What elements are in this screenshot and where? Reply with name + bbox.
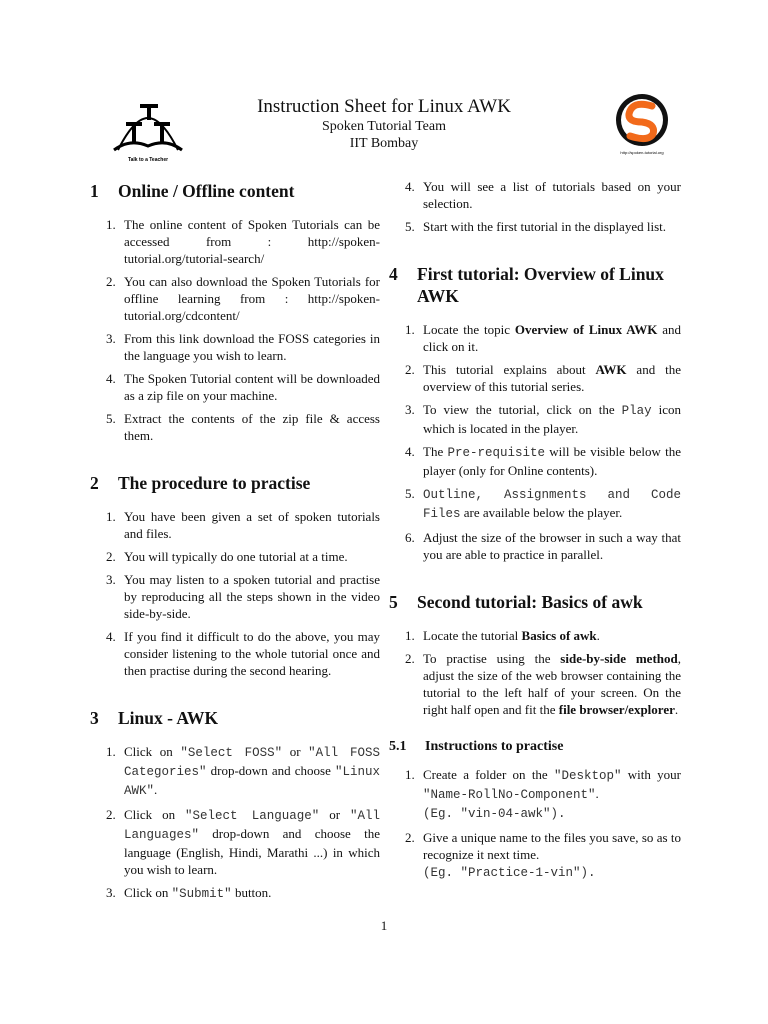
subsection-heading: [389, 738, 681, 756]
list-item-text: You have been given a set of spoken tutorials and files.: [124, 509, 380, 541]
bold-text: Basics of awk: [521, 628, 597, 643]
list-item: 3. To view the tutorial, click on the Play icon which is located in the player.: [405, 402, 681, 436]
list-item-text: Adjust the size of the browser in such a way that you are able to practice in parallel.: [423, 530, 681, 562]
list-item: 5. Outline, Assignments and Code Files are available below the player.: [405, 486, 681, 521]
text-run: .: [154, 782, 158, 797]
section-number: 4: [389, 264, 398, 284]
list-item-text: If you find it difficult to do the above, you may consider listening to the whole tutorial once and then practise during the second hearing.: [124, 629, 380, 678]
code-text: "Submit": [171, 887, 232, 901]
list-item: 2. This tutorial explains about AWK and the overview of this tutorial series.: [405, 362, 681, 394]
code-text: "All FOSS Categories": [124, 746, 380, 779]
document-header: [0, 96, 768, 152]
code-text: "Select FOSS": [180, 746, 283, 760]
list: [90, 216, 380, 444]
text-run: Locate the topic: [423, 322, 515, 337]
section-number: 1: [90, 181, 99, 201]
list-item: 1. Locate the tutorial Basics of awk.: [405, 628, 600, 643]
text-run: .: [596, 628, 600, 643]
list-item-text: From this link download the FOSS categories in the language you wish to learn.: [124, 331, 380, 363]
list-item: 4. The Spoken Tutorial content will be downloaded as a zip file on your machine.: [106, 371, 380, 403]
list-item: 6. Adjust the size of the browser in such a way that you are able to practice in parallel.: [405, 530, 681, 562]
list-item: 3. From this link download the FOSS categories in the language you wish to learn.: [106, 331, 380, 363]
left-column: [90, 180, 380, 931]
list-item: 1. Locate the topic Overview of Linux AWK and click on it.: [405, 322, 681, 354]
list-item: 2. You can also download the Spoken Tutorials for offline learning from : http://spoken-tutorial.org/cdcontent/: [106, 274, 380, 323]
text-run: .: [674, 702, 679, 717]
bold-text: side-by-side method: [560, 651, 678, 666]
text-run: or: [282, 744, 309, 759]
list-item: 4. The Pre-requisite will be visible below the player (only for Online contents).: [405, 444, 681, 478]
code-text: "Desktop": [553, 769, 622, 783]
code-text: Outline, Assignments and Code Files: [423, 488, 681, 521]
list-item: 5. Start with the first tutorial in the displayed list.: [405, 219, 666, 234]
section-number: 3: [90, 708, 99, 728]
text-run: Create a folder on the: [423, 767, 554, 782]
list: [90, 508, 380, 679]
text-run: Click on: [124, 744, 181, 759]
code-text: "Select Language": [185, 809, 320, 823]
list: [389, 766, 681, 882]
section-heading: [90, 472, 380, 494]
text-run: Give a unique name to the files you save, so as to recognize it next time.: [423, 830, 681, 862]
section-heading: [90, 707, 380, 729]
section-number: 2: [90, 473, 99, 493]
bold-text: file browser/explorer: [558, 702, 675, 717]
text-run: .: [595, 786, 599, 801]
section-title: The procedure to practise: [118, 473, 311, 493]
text-run: To view the tutorial, click on the: [423, 402, 622, 417]
list-item-text: You may listen to a spoken tutorial and practise by reproducing all the steps shown in the video side-by-side.: [124, 572, 380, 621]
right-column: [389, 180, 681, 910]
right-logo-caption: http://spoken-tutorial.org: [620, 150, 664, 155]
code-text: Play: [621, 404, 652, 418]
list: [389, 627, 681, 718]
left-logo-caption: Talk to a Teacher: [127, 157, 169, 163]
list-item: 4. You will see a list of tutorials based on your selection.: [405, 179, 681, 211]
list-item: 2. Click on "Select Language" or "All Languages" drop-down and choose the language (English, Hindi, Marathi ...) in which you wish to learn.: [106, 807, 380, 877]
text-run: To practise using the: [423, 651, 561, 666]
subsection-number: 5.1: [389, 739, 407, 754]
text-run: button.: [231, 885, 272, 900]
list-item: 1. Click on "Select FOSS" or "All FOSS Categories" drop-down and choose "Linux AWK".: [106, 744, 380, 798]
list-item-text: Start with the first tutorial in the displayed list.: [423, 219, 666, 234]
list-item: 3. You may listen to a spoken tutorial and practise by reproducing all the steps shown in the video side-by-side.: [106, 572, 380, 621]
list-item-text: You will typically do one tutorial at a time.: [124, 549, 348, 564]
bold-text: Overview of Linux AWK: [514, 322, 658, 337]
subsection-title: Instructions to practise: [425, 739, 564, 754]
list: [389, 321, 681, 563]
list-item: 4. If you find it difficult to do the above, you may consider listening to the whole tutorial once and then practise during the second hearing.: [106, 629, 380, 678]
section-title: First tutorial: Overview of Linux AWK: [417, 264, 664, 306]
text-run: Locate the tutorial: [423, 628, 522, 643]
page-number: 1: [380, 918, 388, 933]
document-title: Instruction Sheet for Linux AWK: [257, 96, 511, 117]
list-item: 2. You will typically do one tutorial at a time.: [106, 549, 348, 564]
list-item: 1. Create a folder on the "Desktop" with your "Name-RollNo-Component". (Eg. "vin-04-awk").: [405, 767, 681, 821]
text-run: Click on: [124, 885, 172, 900]
list-item: 1. The online content of Spoken Tutorials can be accessed from : http://spoken-tutorial.org/tutorial-search/: [106, 217, 380, 266]
code-text: "All Languages": [124, 809, 380, 842]
list-item-text: Extract the contents of the zip file & access them.: [124, 411, 380, 443]
document-author: Spoken Tutorial Team: [322, 119, 446, 134]
list-item: 1. You have been given a set of spoken tutorials and files.: [106, 509, 380, 541]
text-run: are available below the player.: [460, 505, 623, 520]
code-text: (Eg. "Practice-1-vin").: [423, 866, 596, 880]
section-number: 5: [389, 592, 398, 612]
code-text: Pre-requisite: [447, 446, 545, 460]
list-item: 2. To practise using the side-by-side method, adjust the size of the web browser containing the tutorial to the left half of your screen. On the right half open and fit the file browser/explorer.: [405, 651, 681, 717]
text-run: drop-down and choose: [206, 763, 335, 778]
section-heading: [90, 180, 380, 202]
code-text: "Linux AWK": [124, 765, 380, 798]
list: [389, 178, 681, 235]
list-item-text: You will see a list of tutorials based on your selection.: [423, 179, 681, 211]
list: [90, 743, 380, 903]
text-run: or: [319, 807, 350, 822]
section-title: Linux - AWK: [118, 708, 219, 728]
list-item-text: You can also download the Spoken Tutorials for offline learning from : http://spoken-tutorial.org/cdcontent/: [124, 274, 380, 323]
code-text: (Eg. "vin-04-awk").: [423, 807, 566, 821]
section-heading: [389, 591, 681, 613]
list-item-text: The Spoken Tutorial content will be downloaded as a zip file on your machine.: [124, 371, 380, 403]
section-title: Second tutorial: Basics of awk: [417, 592, 643, 612]
list-item-text: The online content of Spoken Tutorials can be accessed from : http://spoken-tutorial.org/tutorial-search/: [124, 217, 380, 266]
text-run: drop-down and choose the language (English, Hindi, Marathi ...) in which you wish to learn.: [124, 826, 380, 877]
text-run: icon which is located in the player.: [423, 402, 681, 436]
list-item: 3. Click on "Submit" button.: [106, 885, 272, 901]
bold-text: AWK: [595, 362, 627, 377]
text-run: will be visible below the player (only for Online contents).: [423, 444, 681, 478]
text-run: This tutorial explains about: [423, 362, 596, 377]
text-run: and the overview of this tutorial series.: [423, 362, 681, 394]
text-run: , adjust the size of the web browser containing the tutorial to the left half of your screen. On the right half open and fit the: [423, 651, 681, 717]
section-heading: [389, 263, 681, 307]
section-title: Online / Offline content: [118, 181, 295, 201]
document-institute: IIT Bombay: [349, 136, 419, 151]
text-run: and click on it.: [423, 322, 681, 354]
text-run: Click on: [124, 807, 186, 822]
list-item: 5. Extract the contents of the zip file & access them.: [106, 411, 380, 443]
list-item: 2. Give a unique name to the files you save, so as to recognize it next time. (Eg. "Practice-1-vin").: [405, 830, 681, 880]
code-text: "Name-RollNo-Component": [423, 788, 596, 802]
text-run: The: [423, 444, 448, 459]
text-run: with your: [621, 767, 681, 782]
